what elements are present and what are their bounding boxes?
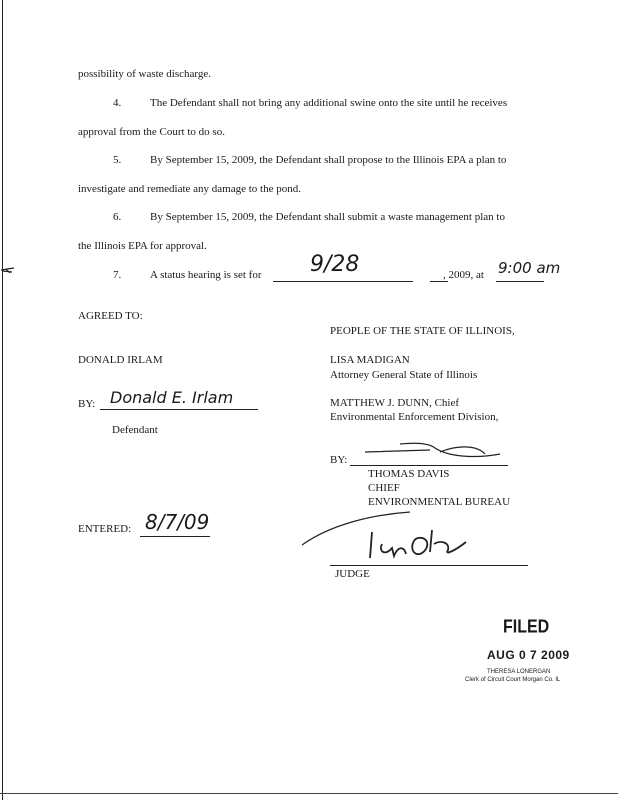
hearing-text: A status hearing is set for (150, 269, 262, 281)
paragraph-continuation: possibility of waste discharge. (78, 68, 211, 80)
bureau-chief-title: CHIEF (368, 482, 400, 494)
defendant-name: DONALD IRLAM (78, 354, 163, 366)
hearing-date-handwritten: 9/28 (310, 252, 360, 277)
attorney-general-name: LISA MADIGAN (330, 354, 410, 366)
item-4-line2: approval from the Court to do so. (78, 126, 225, 138)
hearing-year-blank-line (430, 281, 448, 282)
agreed-to-heading: AGREED TO: (78, 310, 143, 322)
item-6-number: 6. (113, 211, 122, 223)
filed-stamp-date: AUG 0 7 2009 (487, 648, 570, 662)
division-chief-title: Environmental Enforcement Division, (330, 411, 499, 423)
hearing-time-handwritten: 9:00 am (498, 259, 561, 277)
people-heading: PEOPLE OF THE STATE OF ILLINOIS, (330, 325, 515, 337)
filed-stamp-clerk-name: THERESA LONERGAN (487, 669, 551, 675)
bureau-chief-name: THOMAS DAVIS (368, 468, 450, 480)
hearing-time-line (496, 281, 544, 282)
judge-signature (300, 500, 500, 570)
item-5-line1: By September 15, 2009, the Defendant shall propose to the Illinois EPA a plan to (150, 154, 507, 166)
entered-label: ENTERED: (78, 523, 132, 535)
judge-label: JUDGE (335, 568, 370, 580)
margin-mark (0, 266, 24, 274)
item-5-line2: investigate and remediate any damage to the pond. (78, 183, 301, 195)
defendant-by-label: BY: (78, 398, 96, 410)
item-7-number: 7. (113, 269, 122, 281)
defendant-signature-line (100, 409, 258, 410)
item-6-line2: the Illinois EPA for approval. (78, 240, 207, 252)
page-bottom-edge (0, 793, 618, 794)
state-signature-line (350, 465, 508, 466)
attorney-general-title: Attorney General State of Illinois (330, 369, 478, 381)
defendant-label: Defendant (112, 424, 158, 436)
hearing-year-text: , 2009, at (443, 269, 484, 281)
bureau-name: ENVIRONMENTAL BUREAU (368, 496, 511, 508)
page-left-edge (2, 0, 3, 800)
state-by-label: BY: (330, 454, 348, 466)
filed-stamp-label: FILED (503, 617, 550, 638)
filed-stamp-clerk-title: Clerk of Circuit Court Morgan Co. IL (465, 677, 561, 683)
state-signature (360, 440, 510, 468)
entered-date-line (140, 536, 210, 537)
defendant-signature: Donald E. Irlam (110, 388, 234, 407)
hearing-date-line (273, 281, 413, 282)
division-chief-name: MATTHEW J. DUNN, Chief (330, 397, 460, 409)
judge-signature-line (330, 565, 528, 566)
item-4-line1: The Defendant shall not bring any additional swine onto the site until he receives (150, 97, 508, 109)
item-5-number: 5. (113, 154, 122, 166)
entered-date-handwritten: 8/7/09 (145, 510, 210, 534)
item-6-line1: By September 15, 2009, the Defendant shall submit a waste management plan to (150, 211, 505, 223)
item-4-number: 4. (113, 97, 122, 109)
